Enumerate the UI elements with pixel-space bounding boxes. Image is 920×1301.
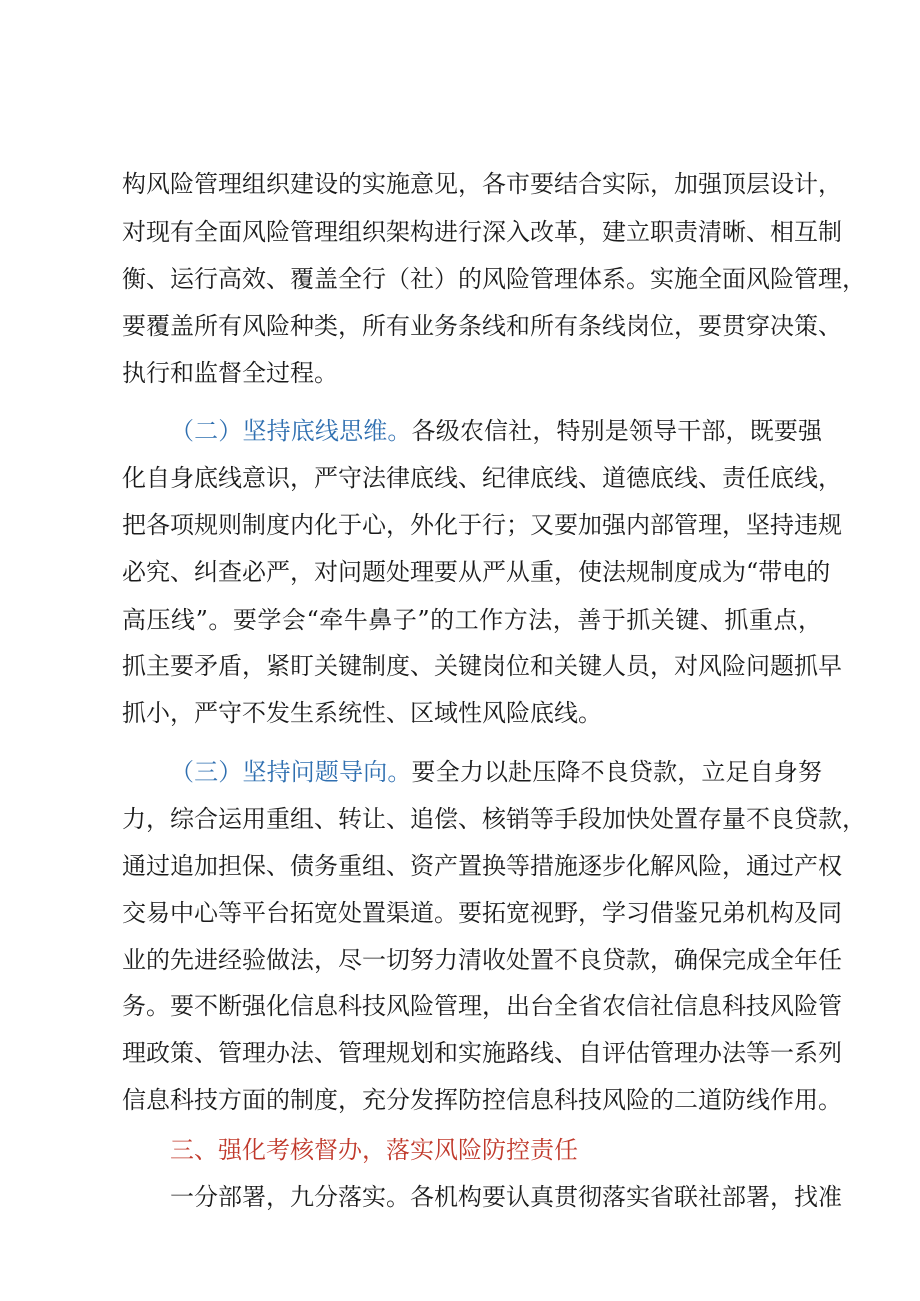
body-line: 业的先进经验做法，尽一切努力清收处置不良贷款，确保完成全年任 (122, 946, 842, 974)
body-line: 抓主要矛盾，紧盯关键制度、关键岗位和关键人员，对风险问题抓早 (122, 652, 842, 680)
body-line: 力，综合运用重组、转让、追偿、核销等手段加快处置存量不良贷款， (122, 805, 866, 833)
body-line: 要覆盖所有风险种类，所有业务条线和所有条线岗位，要贯穿决策、 (122, 312, 842, 340)
body-line: 衡、运行高效、覆盖全行（社）的风险管理体系。实施全面风险管理， (122, 265, 866, 293)
body-line: 信息科技方面的制度，充分发挥防控信息科技风险的二道防线作用。 (122, 1086, 842, 1114)
body-line: 化自身底线意识，严守法律底线、纪律底线、道德底线、责任底线， (122, 464, 842, 492)
subheading-bottom-line-thinking: （二）坚持底线思维。 (170, 417, 412, 445)
paragraph-first-line (170, 411, 822, 451)
body-line: 理政策、管理办法、管理规划和实施路线、自评估管理办法等一系列 (122, 1039, 842, 1067)
body-line: 执行和监督全过程。 (122, 359, 338, 387)
paragraph-first-line (170, 752, 822, 792)
section-heading: 三、强化考核督办，落实风险防控责任 (170, 1136, 578, 1164)
body-line: 构风险管理组织建设的实施意见，各市要结合实际，加强顶层设计， (122, 170, 842, 198)
paragraph-first-line: 一分部署，九分落实。各机构要认真贯彻落实省联社部署，找准 (170, 1183, 842, 1211)
body-line: 务。要不断强化信息科技风险管理，出台全省农信社信息科技风险管 (122, 992, 842, 1020)
subheading-problem-oriented: （三）坚持问题导向。 (170, 758, 412, 786)
body-line: 交易中心等平台拓宽处置渠道。要拓宽视野，学习借鉴兄弟机构及同 (122, 899, 842, 927)
body-line: 对现有全面风险管理组织架构进行深入改革，建立职责清晰、相互制 (122, 218, 842, 246)
body-line: 通过追加担保、债务重组、资产置换等措施逐步化解风险，通过产权 (122, 852, 842, 880)
body-line: 必究、纠查必严，对问题处理要从严从重，使法规制度成为“带电的 (122, 558, 831, 586)
body-text: 各级农信社，特别是领导干部，既要强 (411, 417, 823, 445)
body-line: 抓小，严守不发生系统性、区域性风险底线。 (122, 699, 602, 727)
body-line: 把各项规则制度内化于心，外化于行；又要加强内部管理，坚持违规 (122, 511, 842, 539)
body-line: 高压线”。要学会“牵牛鼻子”的工作方法，善于抓关键、抓重点， (122, 606, 822, 634)
body-text: 要全力以赴压降不良贷款，立足自身努 (411, 758, 823, 786)
